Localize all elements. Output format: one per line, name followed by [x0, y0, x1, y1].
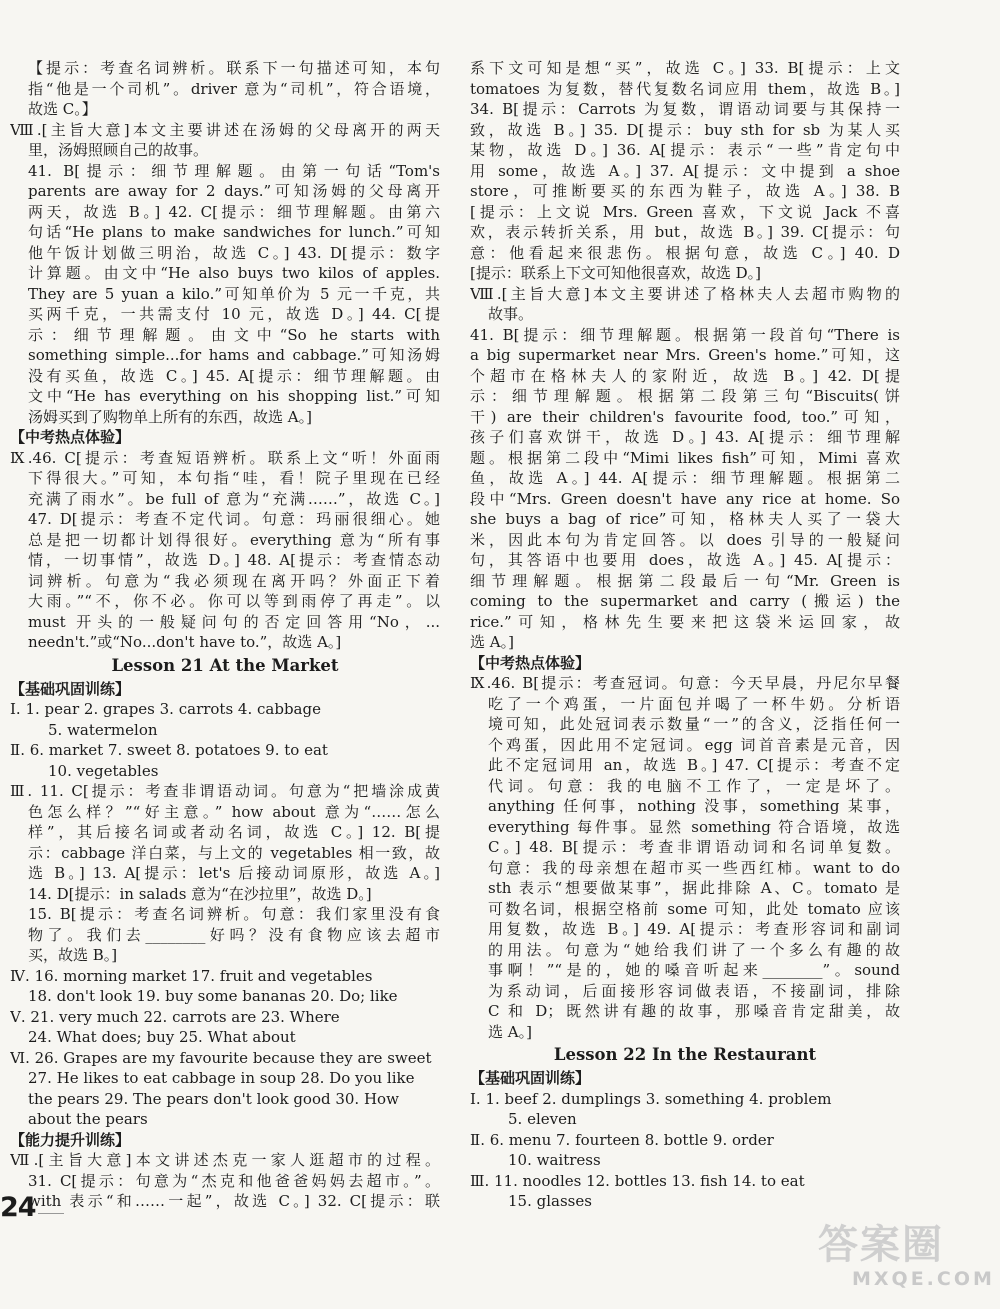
lesson-title: Lesson 22 In the Restaurant — [553, 1045, 817, 1064]
text-line: 为系动词，后面接形容词做表语，不接副词，排除 — [488, 981, 900, 1000]
text-line: 14. D[提示：in salads 意为“在沙拉里”，故选 D。] — [28, 884, 372, 903]
text-line: 句，其答语中也要用 does，故选 A。] 45. A[提示： — [470, 551, 900, 569]
text-line: 文中“He has everything on his shopping list.”可知 — [28, 387, 440, 405]
text-line: 指“他是一个司机”。driver 意为“司机”，符合语境， — [28, 79, 440, 98]
text-line: 选 B。] 13. A[提示：let's 后接动词原形，故选 A。] — [28, 864, 440, 882]
text-line: 充满了雨水”。be full of 意为“充满……”，故选 C。] — [28, 489, 440, 508]
text-line: 欢，表示转折关系，用 but，故选 B。] 39. C[提示：句 — [470, 223, 900, 241]
text-line: 段中“Mrs. Green doesn't have any rice at home. So — [470, 489, 900, 508]
text-line: 句意：我的母亲想在超市买一些西红柿。want to do — [488, 858, 900, 877]
watermark-logo — [818, 1222, 994, 1302]
text-line: 总是把一切都计划得很好。everything 意为“所有事 — [28, 530, 440, 549]
text-line: C 和 D；既然讲有趣的故事，那嗓音肯定甜美，故 — [488, 1002, 900, 1020]
text-line: 吃了一个鸡蛋，一片面包并喝了一杯牛奶。分析语 — [488, 694, 900, 713]
text-line: 代词。句意：我的电脑不工作了，一定是坏了。 — [488, 776, 900, 795]
text-line: 10. waitress — [508, 1151, 601, 1169]
text-line: 汤姆买到了购物单上所有的东西，故选 A。] — [28, 407, 312, 426]
text-line: 某物，故选 D。] 36. A[提示：表示“一些”肯定句中 — [470, 141, 900, 159]
text-line: 没有买鱼，故选 C。] 45. A[提示：细节理解题。由 — [28, 366, 440, 385]
text-line: parents are away for 2 days.”可知汤姆的父母离开 — [28, 182, 440, 200]
watermark-cn: 答案圈 — [818, 1222, 944, 1268]
text-line: 此不定冠词用 an，故选 B。] 47. C[提示：考查不定 — [488, 756, 900, 774]
text-line: something simple...for hams and cabbage.”可知汤姆 — [28, 346, 440, 364]
text-line: 24. What does; buy 25. What about — [28, 1028, 296, 1046]
text-line: 买两千克，一共需支付 10 元，故选 D。] 44. C[提 — [28, 305, 440, 323]
text-line: 境可知，此处冠词表示数量“一”的含义，泛指任何一 — [488, 715, 900, 733]
text-line: 选 A。] — [470, 633, 514, 651]
text-line: 27. He likes to eat cabbage in soup 28. Do you like — [28, 1069, 415, 1087]
watermark-en: MXQE.COM — [852, 1268, 995, 1290]
left-column — [10, 58, 440, 1212]
section-heading: 【能力提升训练】 — [10, 1130, 131, 1149]
text-line: 31. C[提示：句意为“杰克和他爸爸妈妈去超市。”。 — [28, 1171, 440, 1190]
section-heading: 【中考热点体验】 — [10, 428, 131, 446]
text-line: Ⅷ.[主旨大意]本文主要讲述了格林夫人去超市购物的 — [470, 284, 900, 303]
text-line: about the pears — [28, 1110, 148, 1128]
text-line: Ⅲ. 11. C[提示：考查非谓语动词。句意为“把墙涂成黄 — [10, 782, 440, 800]
text-line: 18. don't look 19. buy some bananas 20. Do; like — [28, 987, 398, 1005]
page-number: 24 — [0, 1192, 36, 1223]
text-line: 计算题。由文中“He also buys two kilos of apples. — [28, 264, 440, 282]
text-line: 他午饭计划做三明治，故选 C。] 43. D[提示：数字 — [28, 243, 440, 262]
text-line: 41. B[提示：细节理解题。由第一句话“Tom's — [28, 161, 440, 180]
text-line: 用复数，故选 B。] 49. A[提示：考查形容词和副词 — [488, 920, 900, 938]
text-line: 系下文可知是想“买”，故选 C。] 33. B[提示：上文 — [470, 59, 900, 77]
text-line: she buys a bag of rice”可知，格林夫人买了一袋大 — [470, 510, 900, 528]
text-line: tomatoes 为复数，替代复数名词应用 them，故选 B。] — [470, 79, 900, 98]
text-line: a big supermarket near Mrs. Green's home.”可知，这 — [470, 346, 900, 364]
text-line: Ⅸ.46. C[提示：考查短语辨析。联系上文“听！外面雨 — [10, 448, 440, 467]
text-line: 孩子们喜欢饼干，故选 D。] 43. A[提示：细节理解 — [470, 428, 900, 446]
text-line: must 开头的一般疑问句的否定回答用“No，... — [28, 612, 440, 631]
text-line: 选 A。] — [488, 1022, 532, 1041]
text-line: 词辨析。句意为“我必须现在离开吗？外面正下着 — [28, 571, 440, 590]
text-line: 里，汤姆照顾自己的故事。 — [28, 141, 209, 159]
text-line: 干) are their children's favourite food, too.”可知， — [470, 407, 900, 426]
text-line: 用 some，故选 A。] 37. A[提示：文中提到 a shoe — [470, 161, 900, 180]
text-line: 细节理解题。根据第二段最后一句“Mr. Green is — [470, 571, 900, 590]
text-line: 两天，故选 B。] 42. C[提示：细节理解题。由第六 — [28, 202, 440, 221]
text-line: 47. D[提示：考查不定代词。句意：玛丽很细心。她 — [28, 510, 440, 528]
page-number-rule — [38, 1213, 64, 1214]
text-line: sth 表示“想要做某事”，据此排除 A、C。tomato 是 — [488, 879, 900, 897]
text-line: 【提示：考查名词辨析。联系下一句描述可知，本句 — [28, 59, 440, 77]
text-line: 示：cabbage 洋白菜，与上文的 vegetables 相一致，故 — [28, 843, 440, 862]
text-line: 情，一切事情”，故选 D。] 48. A[提示：考查情态动 — [28, 551, 440, 569]
text-line: Ⅷ.[主旨大意]本文主要讲述在汤姆的父母离开的两天 — [10, 120, 440, 139]
text-line: 故选 C。】 — [28, 100, 97, 118]
text-line: Ⅴ. 21. very much 22. carrots are 23. Where — [10, 1007, 340, 1026]
text-line: rice.”可知，格林先生要来把这袋米运回家，故 — [470, 612, 900, 631]
right-column — [470, 58, 900, 1212]
section-heading: 【中考热点体验】 — [470, 653, 591, 672]
text-line: Ⅶ.[主旨大意]本文讲述杰克一家人逛超市的过程。 — [10, 1151, 440, 1169]
text-line: 下得很大。”可知，本句指“哇，看！院子里现在已经 — [28, 469, 440, 487]
text-line: 5. watermelon — [48, 720, 158, 739]
text-line: 大雨。”“不，你不必。你可以等到雨停了再走”。以 — [28, 592, 440, 610]
text-line: coming to the supermarket and carry (搬运) the — [470, 592, 900, 610]
text-line: Ⅰ. 1. pear 2. grapes 3. carrots 4. cabbage — [10, 700, 321, 718]
text-line: 示：细节理解题。由文中“So he starts with — [28, 325, 440, 344]
text-line: 示：细节理解题。根据第二段第三句“Biscuits(饼 — [470, 387, 900, 405]
text-line: with 表示“和……一起”，故选 C。] 32. C[提示：联 — [28, 1192, 440, 1210]
lesson-title: Lesson 21 At the Market — [111, 655, 339, 675]
text-line: 5. eleven — [508, 1110, 577, 1128]
text-line: needn't.”或“No...don't have to.”，故选 A。] — [28, 633, 342, 651]
text-line: 鱼，故选 A。] 44. A[提示：细节理解题。根据第二 — [470, 469, 900, 487]
text-line: 的用法。句意为“她给我们讲了一个多么有趣的故 — [488, 940, 900, 959]
text-line: Ⅱ. 6. market 7. sweet 8. potatoes 9. to eat — [10, 741, 328, 759]
text-line: 样”，其后接名词或者动名词，故选 C。] 12. B[提 — [28, 823, 440, 841]
text-line: C。] 48. B[提示：考查非谓语动词和名词单复数。 — [488, 838, 900, 856]
text-line: Ⅸ.46. B[提示：考查冠词。句意：今天早晨，丹尼尔早餐 — [470, 674, 900, 692]
text-line: 致，故选 B。] 35. D[提示：buy sth for sb 为某人买 — [470, 120, 900, 139]
text-line: Ⅲ. 11. noodles 12. bottles 13. fish 14. to eat — [470, 1171, 805, 1190]
section-heading: 【基础巩固训练】 — [470, 1069, 591, 1087]
text-line: 可数名词，根据空格前 some 可知，此处 tomato 应该 — [488, 899, 900, 918]
text-line: 个鸡蛋，因此用不定冠词。egg 词首音素是元音，因 — [488, 735, 900, 754]
text-line: 34. B[提示：Carrots 为复数，谓语动词要与其保持一 — [470, 100, 900, 118]
text-line: Ⅱ. 6. menu 7. fourteen 8. bottle 9. order — [470, 1130, 774, 1149]
text-line: 15. B[提示：考查名词辨析。句意：我们家里没有食 — [28, 905, 440, 923]
text-line: 个超市在格林夫人的家附近，故选 B。] 42. D[提 — [470, 366, 900, 385]
text-line: 买，故选 B。] — [28, 946, 118, 964]
text-line: 米，因此本句为肯定回答。以 does 引导的一般疑问 — [470, 530, 900, 549]
text-line: 41. B[提示：细节理解题。根据第一段首句“There is — [470, 325, 900, 344]
text-line: 10. vegetables — [48, 761, 159, 780]
section-heading: 【基础巩固训练】 — [10, 679, 131, 698]
text-line: 15. glasses — [508, 1192, 592, 1210]
text-line: store，可推断要买的东西为鞋子，故选 A。] 38. B — [470, 182, 900, 200]
text-line: everything 每件事。显然 something 符合语境，故选 — [488, 817, 900, 836]
text-line: 事啊！”“是的，她的嗓音听起来________”。sound — [488, 961, 900, 979]
text-line: [提示：上文说 Mrs. Green 喜欢，下文说 Jack 不喜 — [470, 202, 900, 221]
text-line: [提示：联系上下文可知他很喜欢，故选 D。] — [470, 264, 762, 282]
text-line: 句话“He plans to make sandwiches for lunch.”可知 — [28, 223, 440, 241]
text-line: 故事。 — [488, 305, 534, 323]
text-line: 色怎么样？”“好主意。” how about 意为“……怎么 — [28, 802, 440, 821]
text-line: Ⅳ. 16. morning market 17. fruit and vegetables — [10, 966, 373, 985]
text-line: Ⅵ. 26. Grapes are my favourite because they are sweet — [10, 1048, 432, 1067]
text-line: anything 任何事，nothing 没事，something 某事， — [488, 797, 900, 815]
text-line: 物了。我们去________好吗？没有食物应该去超市 — [28, 925, 440, 944]
text-line: 意：他看起来很悲伤。根据句意，故选 C。] 40. D — [470, 243, 900, 262]
text-line: the pears 29. The pears don't look good 30. How — [28, 1089, 399, 1108]
text-line: 题。根据第二段中“Mimi likes fish”可知，Mimi 喜欢 — [470, 448, 900, 467]
text-line: Ⅰ. 1. beef 2. dumplings 3. something 4. problem — [470, 1089, 832, 1108]
text-line: They are 5 yuan a kilo.”可知单价为 5 元一千克，共 — [28, 284, 440, 303]
